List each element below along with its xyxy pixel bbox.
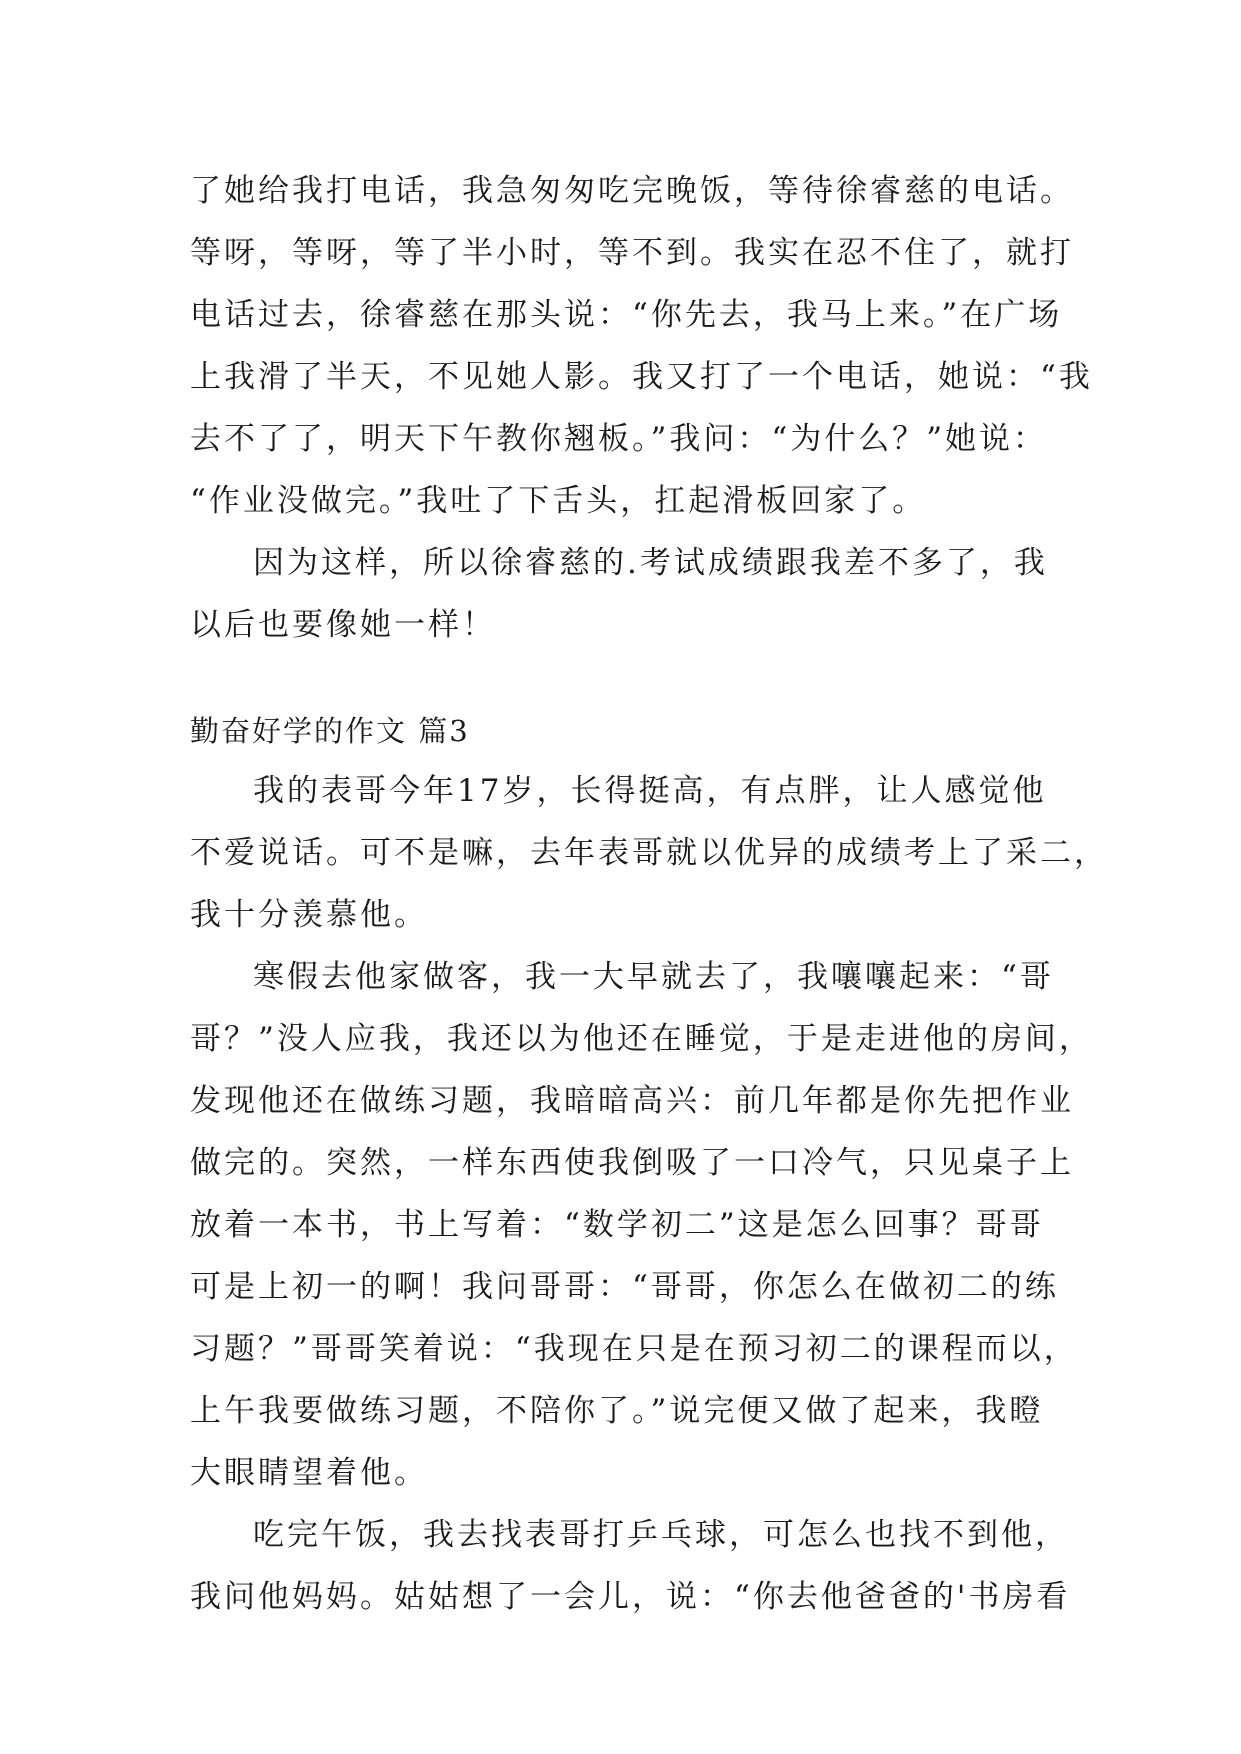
paragraph-line: 发现他还在做练习题，我暗暗高兴：前几年都是你先把作业	[190, 1083, 1074, 1119]
paragraph-line: 等呀，等呀，等了半小时，等不到。我实在忍不住了，就打	[190, 235, 1074, 271]
paragraph-line: “作业没做完。”我吐了下舌头，扛起滑板回家了。	[190, 483, 927, 519]
paragraph-line: 放着一本书，书上写着：“数学初二”这是怎么回事？哥哥	[190, 1207, 1044, 1243]
paragraph-line: 做完的。突然，一样东西使我倒吸了一口冷气，只见桌子上	[190, 1145, 1074, 1181]
paragraph-line: 寒假去他家做客，我一大早就去了，我嚷嚷起来：“哥	[253, 959, 1054, 995]
paragraph-line: 习题？”哥哥笑着说：“我现在只是在预习初二的课程而以，	[190, 1331, 1078, 1367]
paragraph-line: 可是上初一的啊！我问哥哥：“哥哥，你怎么在做初二的练	[190, 1269, 1059, 1305]
paragraph-line: 大眼睛望着他。	[190, 1455, 428, 1491]
paragraph-line: 以后也要像她一样！	[190, 607, 496, 643]
paragraph-line: 因为这样，所以徐睿慈的.考试成绩跟我差不多了，我	[253, 545, 1048, 581]
paragraph-line: 了她给我打电话，我急匆匆吃完晚饭，等待徐睿慈的电话。	[190, 173, 1074, 209]
paragraph-line: 我问他妈妈。姑姑想了一会儿，说：“你去他爸爸的'书房看	[190, 1579, 1071, 1615]
paragraph-line: 哥？”没人应我，我还以为他还在睡觉，于是走进他的房间，	[190, 1021, 1093, 1057]
section-heading: 勤奋好学的作文 篇3	[190, 714, 470, 748]
paragraph-line: 上我滑了半天，不见她人影。我又打了一个电话，她说：“我	[190, 359, 1093, 395]
paragraph-line: 不爱说话。可不是嘛，去年表哥就以优异的成绩考上了采二，	[190, 835, 1108, 871]
paragraph-line: 我的表哥今年17岁，长得挺高，有点胖，让人感觉他	[253, 773, 1047, 809]
paragraph-line: 去不了了，明天下午教你翘板。”我问：“为什么？”她说：	[190, 421, 1048, 457]
paragraph-line: 我十分羡慕他。	[190, 897, 428, 933]
paragraph-line: 吃完午饭，我去找表哥打乒乓球，可怎么也找不到他，	[253, 1517, 1069, 1553]
paragraph-line: 电话过去，徐睿慈在那头说：“你先去，我马上来。”在广场	[190, 297, 1063, 333]
paragraph-line: 上午我要做练习题，不陪你了。”说完便又做了起来，我瞪	[190, 1393, 1044, 1429]
